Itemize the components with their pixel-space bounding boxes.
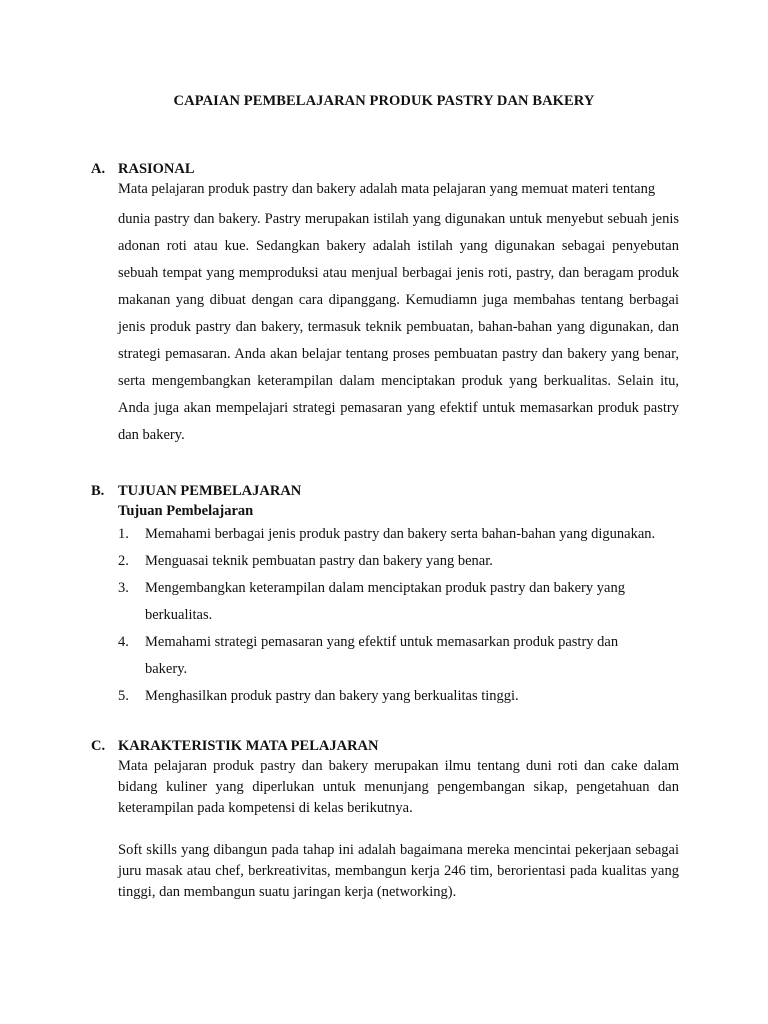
section-tujuan-pembelajaran	[91, 481, 679, 710]
document-title: CAPAIAN PEMBELAJARAN PRODUK PASTRY DAN BAKERY	[173, 93, 595, 109]
section-paragraph	[118, 179, 679, 449]
list-item	[118, 575, 679, 629]
section-title: TUJUAN PEMBELAJARAN	[118, 483, 302, 499]
section-heading	[91, 159, 679, 179]
section-letter: A.	[91, 161, 106, 177]
section-letter: C.	[91, 738, 106, 754]
list-item	[118, 629, 679, 683]
section-heading	[91, 481, 679, 501]
list-item-number: 1.	[118, 526, 129, 542]
list-item-text: Menguasai teknik pembuatan pastry dan bakery yang benar.	[145, 553, 493, 569]
section-paragraph: Mata pelajaran produk pastry dan bakery merupakan ilmu tentang duni roti dan cake dalam bidang kuliner yang diperlukan untuk menunjang pengembangan sikap, pengetahuan dan keterampilan pada kompetensi di kelas berikutnya.	[118, 758, 679, 816]
paragraph-body: dunia pastry dan bakery. Pastry merupakan istilah yang digunakan untuk menyebut sebuah jenis adonan roti atau kue. Sedangkan bakery adalah istilah yang digunakan sebagai penyebutan sebuah tempat yang memproduksi atau menjual berbagai jenis roti, pastry, dan beragam produk makanan yang dibuat dengan cara dipanggang. Kemudiamn juga membahas tentang berbagai jenis produk pastry dan bakery, termasuk teknik pembuatan, bahan-bahan yang digunakan, dan strategi pemasaran. Anda akan belajar tentang proses pembuatan pastry dan bakery yang benar, serta mengembangkan keterampilan dalam menciptakan produk yang berkualitas. Selain itu, Anda juga akan mempelajari strategi pemasaran yang efektif untuk memasarkan produk pastry dan bakery.	[118, 211, 679, 443]
list-item	[118, 521, 679, 548]
section-title: RASIONAL	[118, 161, 195, 177]
paragraph-first-line: Mata pelajaran produk pastry dan bakery adalah mata pelajaran yang memuat materi tentang	[118, 181, 656, 197]
section-karakteristik	[91, 736, 679, 903]
list-item-text: Menghasilkan produk pastry dan bakery yang berkualitas tinggi.	[145, 688, 519, 704]
section-paragraph: Soft skills yang dibangun pada tahap ini adalah bagaimana mereka mencintai pekerjaan sebagai juru masak atau chef, berkreativitas, membangun kerja 246 tim, berorientasi pada kualitas yang tinggi, dan membangun suatu jaringan kerja (networking).	[118, 842, 679, 900]
list-item-text: Memahami strategi pemasaran yang efektif untuk memasarkan produk pastry dan bakery.	[145, 634, 619, 677]
section-title: KARAKTERISTIK MATA PELAJARAN	[118, 738, 379, 754]
subheading: Tujuan Pembelajaran	[118, 503, 254, 519]
list-item	[118, 548, 679, 575]
list-item-number: 5.	[118, 688, 129, 704]
section-rasional	[91, 159, 679, 449]
list-item-number: 2.	[118, 553, 129, 569]
list-item	[118, 683, 679, 710]
section-heading	[91, 736, 679, 756]
section-letter: B.	[91, 483, 105, 499]
list-item-text: Memahami berbagai jenis produk pastry dan bakery serta bahan-bahan yang digunakan.	[145, 526, 656, 542]
objectives-list	[118, 521, 679, 710]
list-item-text: Mengembangkan keterampilan dalam menciptakan produk pastry dan bakery yang berkualitas.	[145, 580, 625, 623]
list-item-number: 4.	[118, 634, 129, 650]
list-item-number: 3.	[118, 580, 129, 596]
